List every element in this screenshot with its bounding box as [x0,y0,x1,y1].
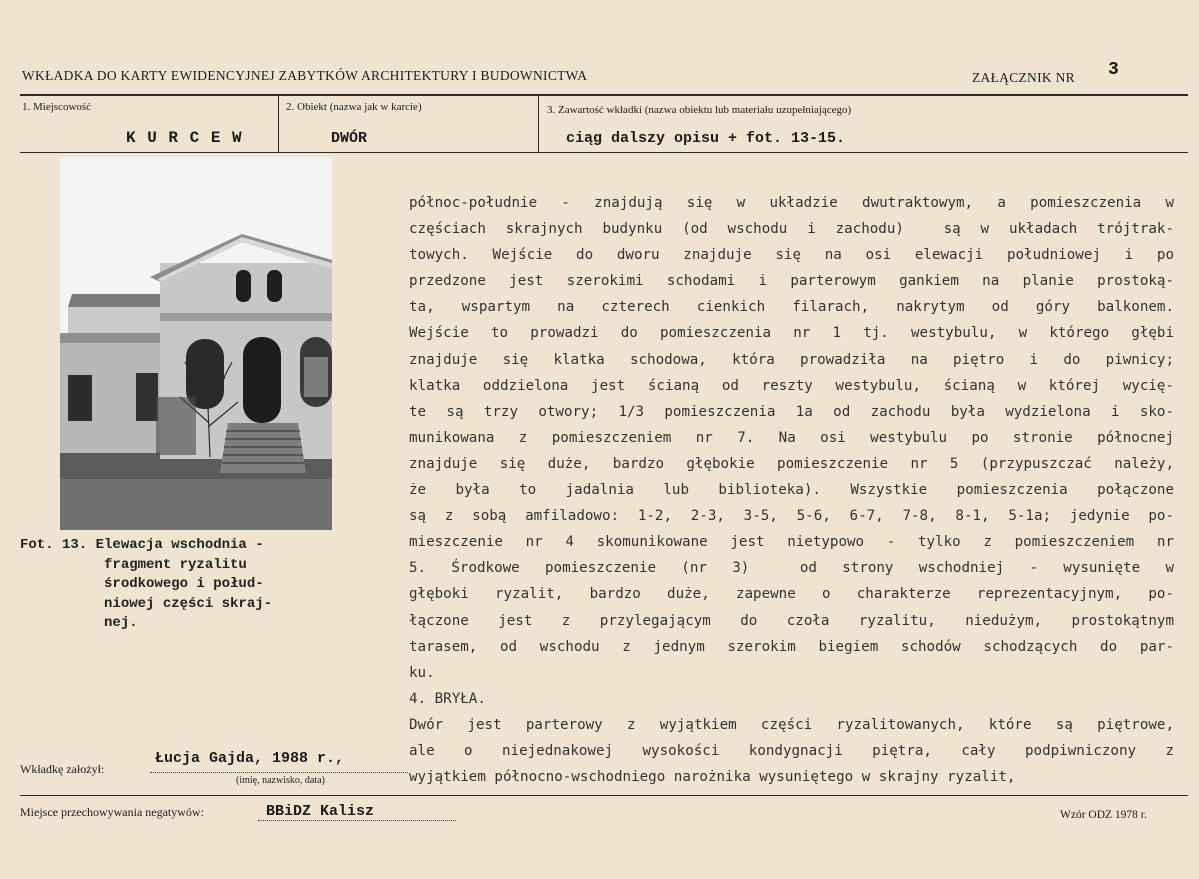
body-line: ta, wspartym na czterech cienkich filarach, nakrytym od góry balkonem. [409,299,1174,316]
body-line: klatka oddzielona jest ścianą od reszty westybulu, ścianą w której wycię- [409,377,1174,394]
author-hint: (imię, nazwisko, data) [236,775,325,786]
body-line: mieszczenie nr 4 skomunikowane jest nietypowo - tylko z pomieszczeniem nr [409,534,1174,551]
header-rule [20,94,1188,96]
locality-label: 1. Miejscowość [22,101,92,113]
content-value: ciąg dalszy opisu + fot. 13-15. [566,130,846,147]
body-line: częściach skrajnych budynku (od wschodu i zachodu) są w układach trójtrak- [409,221,1174,238]
author-label: Wkładkę założył: [20,762,105,776]
body-line: przedzone jest szerokimi schodami i parterowym gankiem na planie prostoką- [409,273,1174,290]
body-line: że była to jadalnia lub biblioteka). Wszystkie pomieszczenia połączone [409,482,1174,499]
attachment-label: ZAŁĄCZNIK NR [972,70,1075,85]
negatives-dotted-line [258,820,456,821]
author-dotted-line [150,772,408,773]
author-value: Łucja Gajda, 1988 r., [155,750,345,767]
negatives-value: BBiDZ Kalisz [266,803,375,820]
body-line: znajduje się duże, bardzo głębokie pomieszczenie nr 5 (przypuszczać należy, [409,455,1174,472]
section-heading: 4. BRYŁA. [409,690,486,707]
body-line: Dwór jest parterowy z wyjątkiem części ryzalitowanych, które są piętrowe, [409,716,1174,733]
negatives-label: Miejsce przechowywania negatywów: [20,805,204,819]
caption-line: środkowego i połud- [20,576,264,592]
field-divider-2 [538,96,539,152]
body-line: są z sobą amfiladowo: 1-2, 2-3, 3-5, 5-6, 6-7, 7-8, 8-1, 5-1a; jedynie po- [409,508,1174,525]
caption-line: fragment ryzalitu [20,556,247,573]
form-version: Wzór ODZ 1978 r. [1060,809,1147,821]
attachment-number: 3 [1108,60,1119,80]
body-line: munikowana z pomieszczeniem nr 7. Na osi westybulu po stronie północnej [409,429,1174,446]
locality-value: K U R C E W [126,129,243,147]
body-line: ale o niejednakowej wysokości kondygnacji piętra, cały podpiwniczony z [409,742,1174,759]
caption-line: niowej części skraj- [20,595,273,612]
body-line: Wejście to prowadzi do pomieszczenia nr 1 tj. westybulu, w którego głębi [409,325,1174,342]
body-line: północ-południe - znajdują się w układzie dwutraktowym, a pomieszczenia w [409,195,1174,211]
footer-rule [20,795,1188,796]
body-line: te są trzy otwory; 1/3 pomieszczenia 1a od zachodu była wydzielona i sko- [409,403,1174,420]
fields-rule [20,152,1188,153]
body-line: łączone jest z przylegającym do czoła ryzalitu, niedużym, prostokątnym [409,612,1174,629]
description-text [409,190,1174,790]
object-label: 2. Obiekt (nazwa jak w karcie) [286,101,422,113]
body-line: 5. Środkowe pomieszczenie (nr 3) od strony wschodniej - wysunięte w [409,560,1174,577]
field-divider-1 [278,96,279,152]
body-line: głęboki ryzalit, bardzo duże, zapewne o charakterze reprezentacyjnym, po- [409,586,1174,603]
body-line: tarasem, od wschodu z jednym szerokim biegiem schodów schodzących do par- [409,638,1174,655]
caption-line: Fot. 13. Elewacja wschodnia - [20,537,264,553]
content-label: 3. Zawartość wkładki (nazwa obiektu lub materiału uzupełniającego) [547,104,852,116]
manor-photo [60,157,332,530]
photo-caption [20,536,330,634]
object-value: DWÓR [331,130,368,147]
form-title: WKŁADKA DO KARTY EWIDENCYJNEJ ZABYTKÓW ARCHITEKTURY I BUDOWNICTWA [22,68,588,83]
body-line: wyjątkiem północno-wschodniego narożnika wysuniętego w skrajny ryzalit, [409,769,1016,786]
body-line: znajduje się klatka schodowa, która prowadziła na piętro i do piwnicy; [409,351,1174,368]
body-line: towych. Wejście do dworu znajduje się na osi elewacji południowej i po [409,247,1174,264]
body-line: ku. [409,664,435,681]
caption-line: nej. [20,615,138,631]
